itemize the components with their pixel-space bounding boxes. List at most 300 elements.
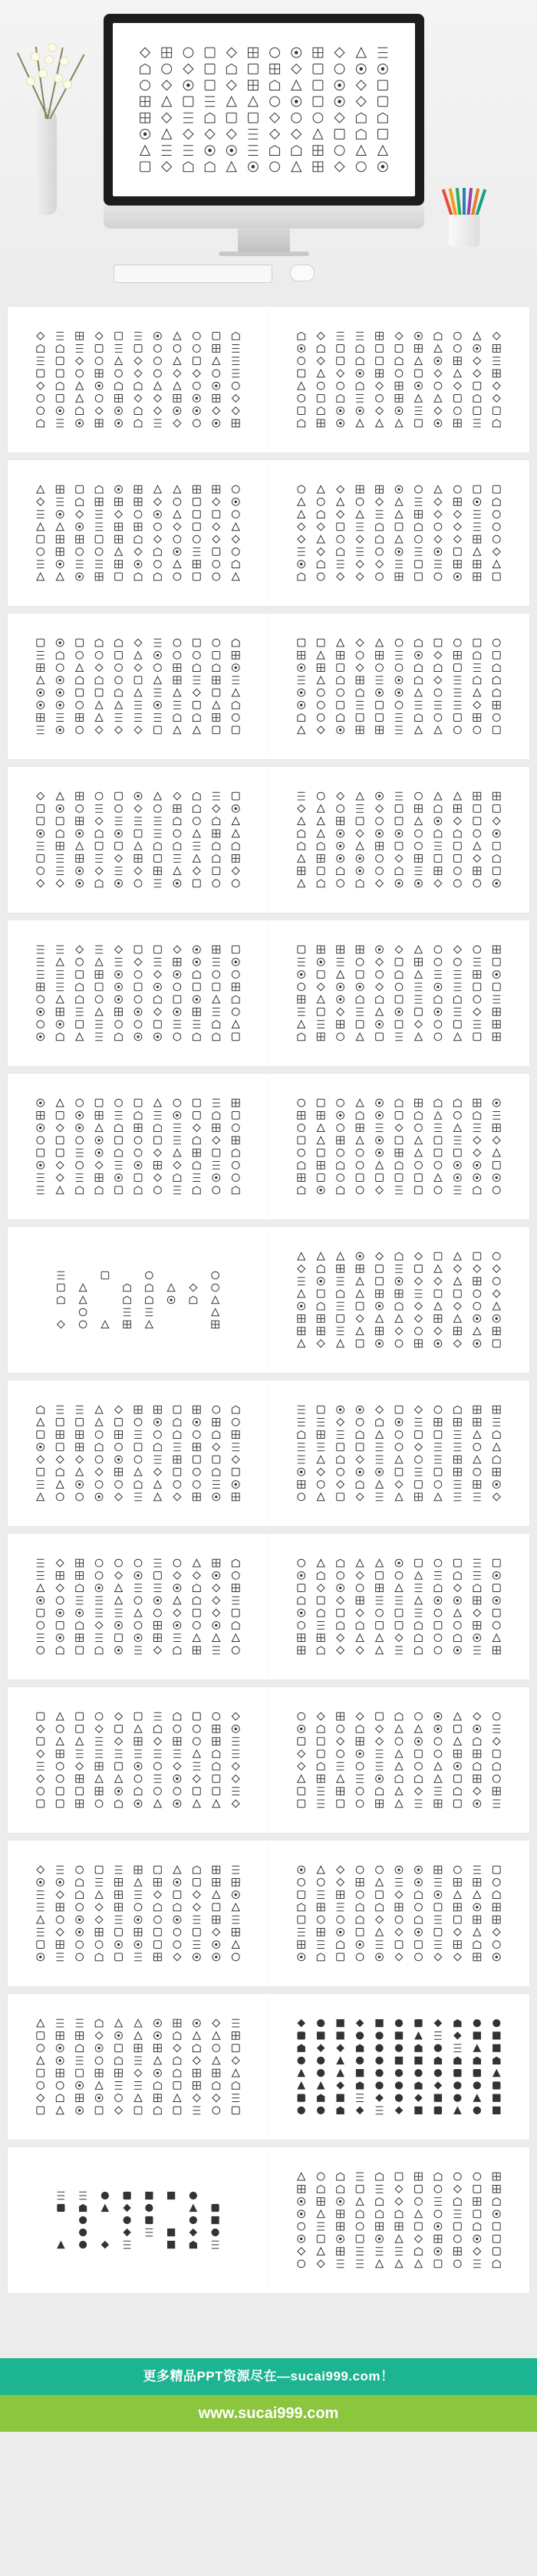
line-icon [313, 64, 323, 74]
line-icon [249, 130, 259, 140]
line-icon [134, 995, 142, 1003]
line-icon [115, 561, 123, 568]
line-icon [56, 1622, 64, 1630]
line-icon [154, 1174, 162, 1182]
line-icon [154, 1149, 162, 1156]
line-icon [317, 959, 325, 966]
line-icon [317, 382, 325, 390]
line-icon [56, 1443, 64, 1451]
line-icon [378, 146, 388, 156]
line-icon [173, 2057, 181, 2064]
line-icon [395, 523, 403, 531]
line-icon [376, 1493, 384, 1501]
line-icon [395, 370, 403, 377]
line-icon [356, 2235, 364, 2243]
line-icon [95, 548, 103, 556]
line-icon [395, 2210, 403, 2218]
icon-sheet-panel [8, 307, 268, 452]
line-icon [193, 792, 200, 800]
line-icon [493, 1750, 500, 1758]
line-icon [356, 1559, 364, 1567]
line-icon [95, 2019, 103, 2027]
line-icon [212, 1891, 220, 1899]
line-icon [453, 1916, 461, 1923]
line-icon [79, 1296, 87, 1304]
line-icon [317, 1879, 325, 1887]
line-icon [146, 2216, 153, 2224]
line-icon [37, 1929, 44, 1936]
line-icon [134, 419, 142, 427]
line-icon [115, 1469, 123, 1476]
line-icon [493, 2210, 500, 2218]
line-icon [395, 1726, 403, 1733]
line-icon [37, 1149, 44, 1156]
line-icon [173, 1443, 181, 1451]
line-icon [434, 419, 442, 427]
line-icon [356, 1315, 364, 1323]
line-icon [376, 983, 384, 991]
line-icon [493, 1903, 500, 1911]
line-icon [76, 511, 84, 518]
line-icon [154, 830, 162, 837]
line-icon [76, 1879, 84, 1887]
line-icon [115, 498, 123, 506]
line-icon [493, 855, 500, 863]
line-icon [453, 382, 461, 390]
line-icon [37, 2094, 44, 2102]
line-icon [317, 1340, 325, 1347]
line-icon [376, 2222, 384, 2230]
line-icon [212, 498, 220, 506]
line-icon [232, 1431, 239, 1439]
line-icon [292, 162, 301, 172]
line-icon [298, 1481, 305, 1489]
line-icon [115, 332, 123, 340]
line-icon [493, 485, 500, 493]
line-icon [56, 1493, 64, 1501]
line-icon [376, 1584, 384, 1592]
line-icon [76, 1800, 84, 1808]
line-icon [298, 664, 305, 672]
line-icon [376, 1112, 384, 1120]
line-icon [376, 1712, 384, 1720]
line-icon [493, 946, 500, 953]
line-icon [473, 1879, 481, 1887]
line-icon [493, 676, 500, 684]
line-icon [183, 146, 193, 156]
line-icon [434, 1149, 442, 1156]
line-icon [193, 1481, 200, 1489]
line-icon [415, 1278, 423, 1285]
line-icon [473, 1327, 481, 1335]
line-icon [173, 1406, 181, 1413]
line-icon [134, 1775, 142, 1783]
line-icon [473, 1021, 481, 1028]
line-icon [115, 419, 123, 427]
line-icon [473, 983, 481, 991]
line-icon [173, 1622, 181, 1630]
line-icon [173, 1481, 181, 1489]
line-icon [37, 2032, 44, 2040]
line-icon [134, 1800, 142, 1808]
line-icon [134, 357, 142, 365]
line-icon [76, 407, 84, 415]
line-icon [95, 1469, 103, 1476]
line-icon [317, 664, 325, 672]
line-icon [356, 2173, 364, 2180]
line-icon [173, 382, 181, 390]
line-icon [134, 1469, 142, 1476]
line-icon [205, 48, 215, 58]
line-icon [134, 959, 142, 966]
line-icon [493, 867, 500, 875]
line-icon [212, 1775, 220, 1783]
line-icon [493, 842, 500, 850]
line-icon [134, 1033, 142, 1041]
line-icon [415, 971, 423, 979]
line-icon [249, 162, 259, 172]
line-icon [212, 714, 220, 722]
line-icon [317, 2186, 325, 2193]
line-icon [193, 639, 200, 646]
line-icon [115, 2019, 123, 2027]
line-icon [376, 1788, 384, 1795]
line-icon [473, 714, 481, 722]
line-icon [37, 2019, 44, 2027]
line-icon [317, 485, 325, 493]
line-icon [317, 535, 325, 543]
line-icon [212, 1953, 220, 1961]
line-icon [95, 2107, 103, 2114]
line-icon [232, 2057, 239, 2064]
line-icon [434, 1099, 442, 1107]
line-icon [298, 1021, 305, 1028]
line-icon [115, 2069, 123, 2077]
line-icon [356, 395, 364, 403]
line-icon [212, 676, 220, 684]
line-icon [395, 1634, 403, 1642]
line-icon [298, 1634, 305, 1642]
line-icon [376, 1327, 384, 1335]
line-icon [337, 1112, 344, 1120]
line-icon [173, 702, 181, 709]
line-icon [124, 1284, 131, 1291]
line-icon [298, 1788, 305, 1795]
line-icon [493, 1559, 500, 1567]
line-icon [193, 1124, 200, 1132]
line-icon [56, 792, 64, 800]
line-icon [115, 1021, 123, 1028]
line-icon [134, 511, 142, 518]
line-icon [356, 652, 364, 660]
line-icon [76, 702, 84, 709]
line-icon [37, 1634, 44, 1642]
line-icon [434, 1340, 442, 1347]
line-icon [173, 1634, 181, 1642]
line-icon [317, 1559, 325, 1567]
line-icon [154, 485, 162, 493]
line-icon [317, 1252, 325, 1260]
line-icon [434, 395, 442, 403]
icon-sheet-panel [8, 1380, 268, 1526]
line-icon [115, 1726, 123, 1733]
line-icon [154, 805, 162, 813]
line-icon [134, 689, 142, 696]
line-icon [337, 1149, 344, 1156]
line-icon [473, 1634, 481, 1642]
line-icon [162, 130, 172, 140]
line-icon [473, 652, 481, 660]
line-icon [473, 1124, 481, 1132]
line-icon [95, 689, 103, 696]
line-icon [395, 1597, 403, 1604]
line-icon [183, 162, 193, 172]
line-icon [212, 419, 220, 427]
line-icon [193, 1903, 200, 1911]
line-icon [232, 1481, 239, 1489]
line-icon [76, 1712, 84, 1720]
line-icon [376, 2069, 384, 2077]
line-icon [95, 1750, 103, 1758]
line-icon [212, 726, 220, 734]
line-icon [356, 1634, 364, 1642]
line-icon [317, 639, 325, 646]
line-icon [317, 370, 325, 377]
line-icon [212, 1021, 220, 1028]
line-icon [134, 1443, 142, 1451]
line-icon [162, 97, 172, 107]
line-icon [395, 995, 403, 1003]
line-icon [58, 1296, 65, 1304]
line-icon [115, 1033, 123, 1041]
line-icon [232, 573, 239, 581]
line-icon [193, 1584, 200, 1592]
line-icon [493, 1726, 500, 1733]
line-icon [453, 2210, 461, 2218]
line-icon [193, 1622, 200, 1630]
line-icon [376, 1469, 384, 1476]
line-icon [434, 959, 442, 966]
line-icon [356, 1265, 364, 1273]
line-icon [76, 523, 84, 531]
line-icon [453, 1726, 461, 1733]
line-icon [337, 1762, 344, 1770]
line-icon [212, 2107, 220, 2114]
line-icon [173, 1099, 181, 1107]
line-icon [356, 1419, 364, 1426]
line-icon [337, 1327, 344, 1335]
site-url-link[interactable]: www.sucai999.com [198, 2405, 339, 2422]
line-icon [317, 1174, 325, 1182]
line-icon [415, 1559, 423, 1567]
line-icon [376, 1953, 384, 1961]
line-icon [434, 971, 442, 979]
line-icon [453, 1891, 461, 1899]
line-icon [376, 1174, 384, 1182]
line-icon [298, 498, 305, 506]
line-icon [134, 676, 142, 684]
line-icon [453, 1469, 461, 1476]
line-icon [337, 714, 344, 722]
line-icon [134, 1124, 142, 1132]
line-icon [376, 370, 384, 377]
line-icon [37, 1647, 44, 1654]
line-icon [493, 523, 500, 531]
line-icon [453, 726, 461, 734]
line-icon [434, 652, 442, 660]
line-icon [115, 1788, 123, 1795]
line-icon [453, 1278, 461, 1285]
line-icon [115, 983, 123, 991]
line-icon [356, 2094, 364, 2102]
line-icon [134, 1726, 142, 1733]
flower-vase [23, 46, 69, 199]
line-icon [473, 382, 481, 390]
line-icon [337, 1788, 344, 1795]
line-icon [434, 714, 442, 722]
line-icon [232, 1456, 239, 1463]
line-icon [249, 146, 259, 156]
line-icon [115, 535, 123, 543]
line-icon [232, 805, 239, 813]
line-icon [95, 419, 103, 427]
line-icon [134, 1572, 142, 1580]
line-icon [356, 1916, 364, 1923]
line-icon [173, 1456, 181, 1463]
line-icon [37, 1419, 44, 1426]
line-icon [337, 2260, 344, 2268]
line-icon [232, 702, 239, 709]
line-icon [317, 2198, 325, 2206]
line-icon [173, 2107, 181, 2114]
line-icon [317, 2057, 325, 2064]
line-icon [298, 842, 305, 850]
line-icon [317, 2107, 325, 2114]
line-icon [76, 946, 84, 953]
line-icon [395, 676, 403, 684]
line-icon [395, 830, 403, 837]
line-icon [56, 818, 64, 825]
line-icon [356, 498, 364, 506]
line-icon [493, 2032, 500, 2040]
line-icon [493, 419, 500, 427]
line-icon [453, 511, 461, 518]
line-icon [249, 97, 259, 107]
line-icon [473, 995, 481, 1003]
line-icon [95, 561, 103, 568]
line-icon [337, 842, 344, 850]
line-icon [473, 1609, 481, 1617]
line-icon [56, 842, 64, 850]
line-icon [115, 1584, 123, 1592]
line-icon [76, 332, 84, 340]
line-icon [173, 498, 181, 506]
line-icon [37, 419, 44, 427]
line-icon [37, 1443, 44, 1451]
line-icon [115, 1124, 123, 1132]
line-icon [337, 1726, 344, 1733]
line-icon [37, 1750, 44, 1758]
line-icon [232, 2045, 239, 2052]
line-icon [154, 2082, 162, 2090]
line-icon [76, 995, 84, 1003]
line-icon [212, 2045, 220, 2052]
line-icon [212, 2241, 219, 2249]
line-icon [395, 2057, 403, 2064]
line-icon [493, 714, 500, 722]
line-icon [115, 1112, 123, 1120]
line-icon [376, 2094, 384, 2102]
line-icon [473, 1891, 481, 1899]
line-icon [356, 2069, 364, 2077]
line-icon [453, 2019, 461, 2027]
line-icon [317, 2260, 325, 2268]
line-icon [226, 48, 236, 58]
line-icon [134, 1584, 142, 1592]
line-icon [76, 1953, 84, 1961]
line-icon [356, 1162, 364, 1170]
line-icon [415, 2094, 423, 2102]
line-icon [376, 1033, 384, 1041]
line-icon [376, 1891, 384, 1899]
line-icon [378, 113, 388, 123]
line-icon [395, 880, 403, 887]
line-icon [58, 2192, 65, 2199]
line-icon [356, 1866, 364, 1874]
line-icon [337, 1278, 344, 1285]
line-icon [173, 419, 181, 427]
line-icon [37, 1559, 44, 1567]
line-icon [56, 1903, 64, 1911]
line-icon [173, 1647, 181, 1654]
line-icon [95, 1493, 103, 1501]
line-icon [56, 370, 64, 377]
line-icon [415, 1252, 423, 1260]
line-icon [193, 1099, 200, 1107]
line-icon [473, 1290, 481, 1298]
line-icon [434, 1929, 442, 1936]
line-icon [115, 1647, 123, 1654]
line-icon [317, 1124, 325, 1132]
line-icon [493, 1788, 500, 1795]
line-icon [115, 511, 123, 518]
line-icon [317, 1469, 325, 1476]
line-icon [212, 1941, 220, 1949]
line-icon [37, 664, 44, 672]
line-icon [453, 867, 461, 875]
line-icon [298, 1186, 305, 1194]
line-icon [115, 1008, 123, 1016]
line-icon [193, 1941, 200, 1949]
line-icon [334, 48, 344, 58]
line-icon [154, 561, 162, 568]
line-icon [212, 332, 220, 340]
line-icon [212, 1406, 220, 1413]
line-icon [298, 818, 305, 825]
line-icon [434, 676, 442, 684]
line-icon [37, 1469, 44, 1476]
line-icon [395, 573, 403, 581]
site-url-banner[interactable] [0, 2395, 537, 2432]
icon-sheet-panel [268, 1227, 529, 1373]
line-icon [173, 345, 181, 353]
line-icon [115, 2082, 123, 2090]
line-icon [337, 523, 344, 531]
line-icon [212, 1112, 220, 1120]
line-icon [473, 1431, 481, 1439]
line-icon [115, 1162, 123, 1170]
line-icon [56, 1891, 64, 1899]
